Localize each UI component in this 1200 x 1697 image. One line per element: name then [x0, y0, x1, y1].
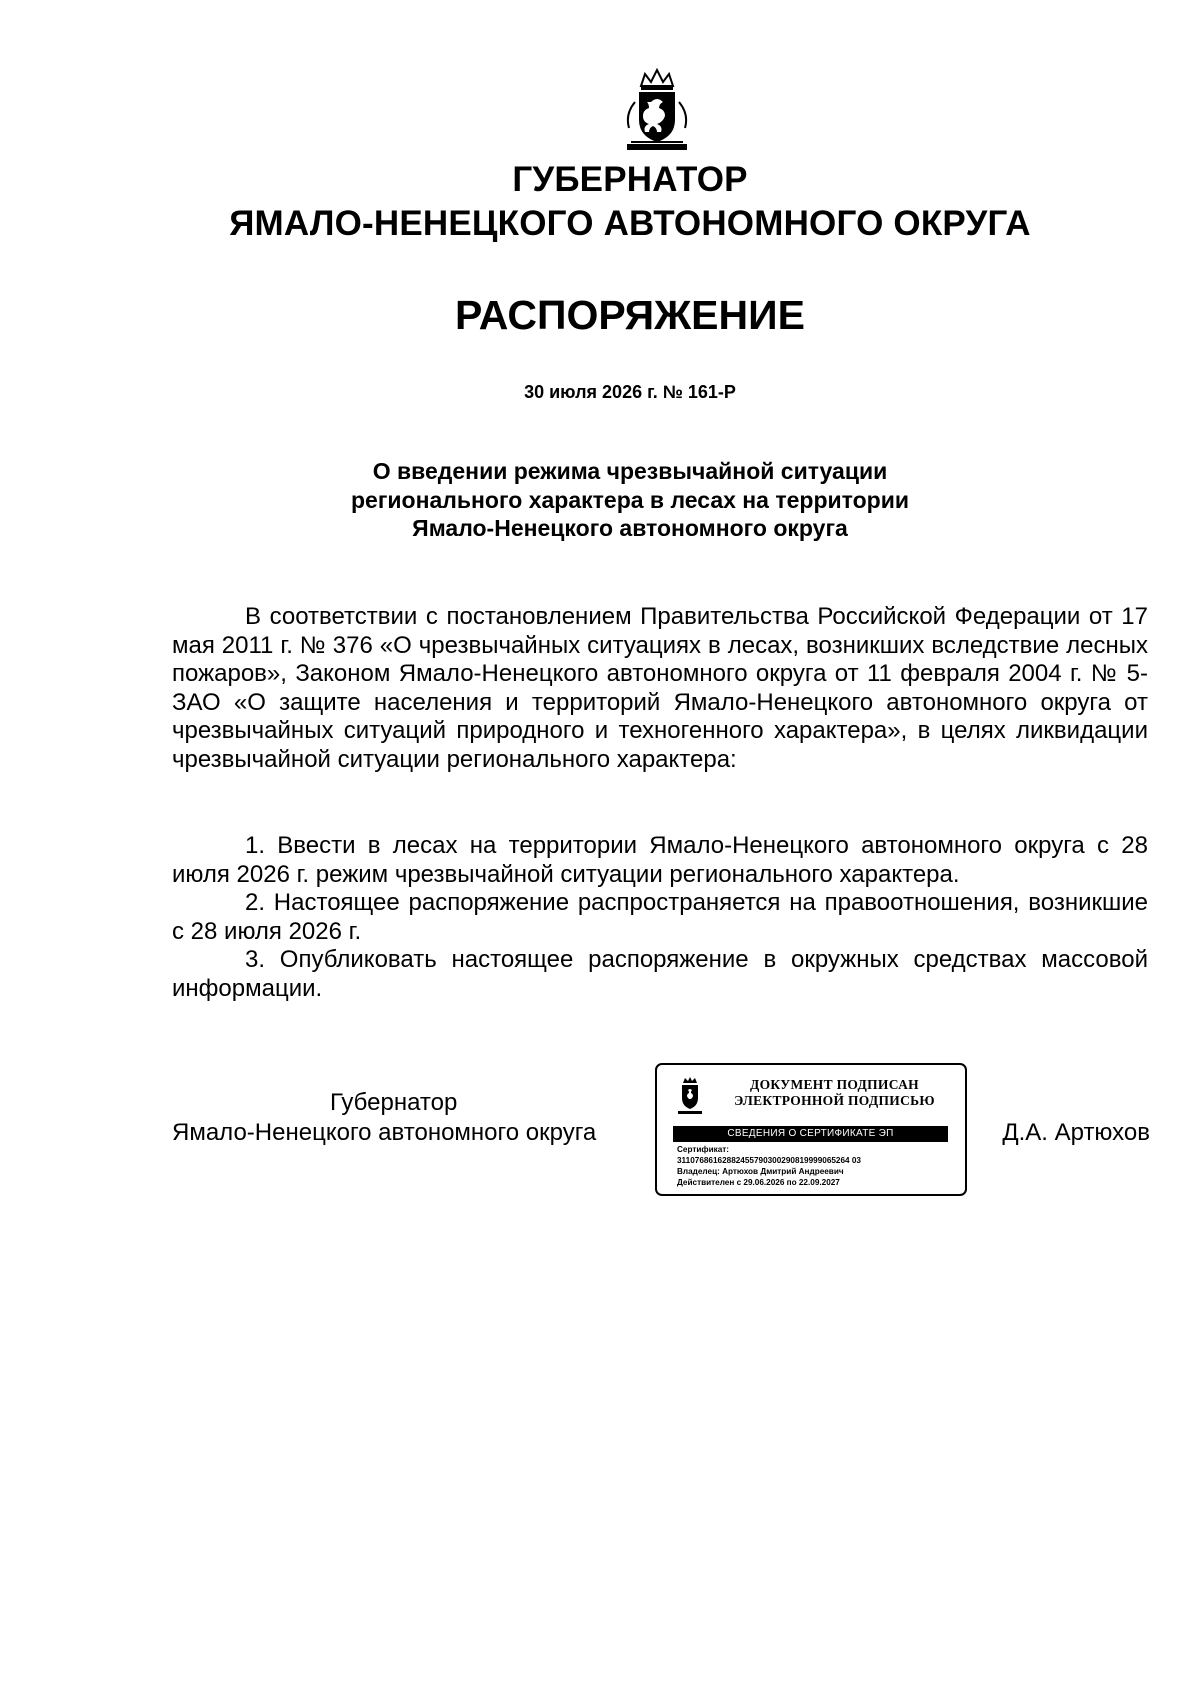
order-item-2: 2. Настоящее распоряжение распространяется на правоотношения, возникшие с 28 июля 2026 г.: [172, 889, 1148, 945]
org-title-line-1: ГУБЕРНАТОР: [512, 160, 748, 199]
certificate-number: 31107686162882455790300290819999065264 03: [677, 1156, 861, 1165]
signatory-position-line-1: Губернатор: [330, 1089, 458, 1116]
stamp-title: [717, 1077, 952, 1109]
org-title-line-2: ЯМАЛО-НЕНЕЦКОГО АВТОНОМНОГО ОКРУГА: [229, 204, 1031, 243]
signatory-position-line-2: Ямало-Ненецкого автономного округа: [172, 1119, 597, 1146]
document-subject: [250, 457, 1010, 543]
order-item-3: 3. Опубликовать настоящее распоряжение в окружных средствах массовой информации.: [172, 946, 1148, 1002]
stamp-title-line-2: ЭЛЕКТРОННОЙ ПОДПИСЬЮ: [734, 1093, 935, 1108]
order-items: [172, 832, 1148, 1003]
subject-line-1: О введении режима чрезвычайной ситуации: [372, 458, 888, 484]
order-item-1: 1. Ввести в лесах на территории Ямало-Ненецкого автономного округа с 28 июля 2026 г. режим чрезвычайной ситуации регионального характера.: [172, 832, 1148, 888]
preamble: [172, 603, 1148, 774]
document-type: РАСПОРЯЖЕНИЕ: [455, 292, 805, 338]
certificate-info-bar: СВЕДЕНИЯ О СЕРТИФИКАТЕ ЭП: [673, 1126, 948, 1142]
certificate-details: [677, 1144, 957, 1188]
certificate-owner: Владелец: Артюхов Дмитрий Андреевич: [677, 1167, 844, 1176]
signatory-position: [172, 1088, 642, 1148]
certificate-validity: Действителен с 29.06.2026 по 22.09.2027: [677, 1178, 840, 1187]
electronic-signature-stamp: [655, 1063, 967, 1196]
signatory-name: Д.А. Артюхов: [1002, 1119, 1150, 1146]
subject-line-3: Ямало-Ненецкого автономного округа: [412, 515, 848, 541]
certificate-label: Сертификат:: [677, 1145, 729, 1154]
preamble-paragraph: В соответствии с постановлением Правительства Российской Федерации от 17 мая 2011 г. № 376 «О чрезвычайных ситуациях в лесах, возникших вследствие лесных пожаров», Законом Ямало-Ненецкого автономного округа от 11 февраля 2004 г. № 5-ЗАО «О защите населения и территорий Ямало-Ненецкого автономного округа от чрезвычайных ситуаций природного и техногенного характера», в целях ликвидации чрезвычайной ситуации регионального характера:: [172, 603, 1148, 773]
subject-line-2: регионального характера в лесах на территории: [351, 486, 909, 513]
stamp-title-line-1: ДОКУМЕНТ ПОДПИСАН: [750, 1077, 919, 1092]
coat-of-arms-icon: [617, 68, 697, 154]
document-date-number: 30 июля 2026 г. № 161-Р: [524, 382, 736, 402]
stamp-coat-of-arms-icon: [673, 1076, 707, 1116]
